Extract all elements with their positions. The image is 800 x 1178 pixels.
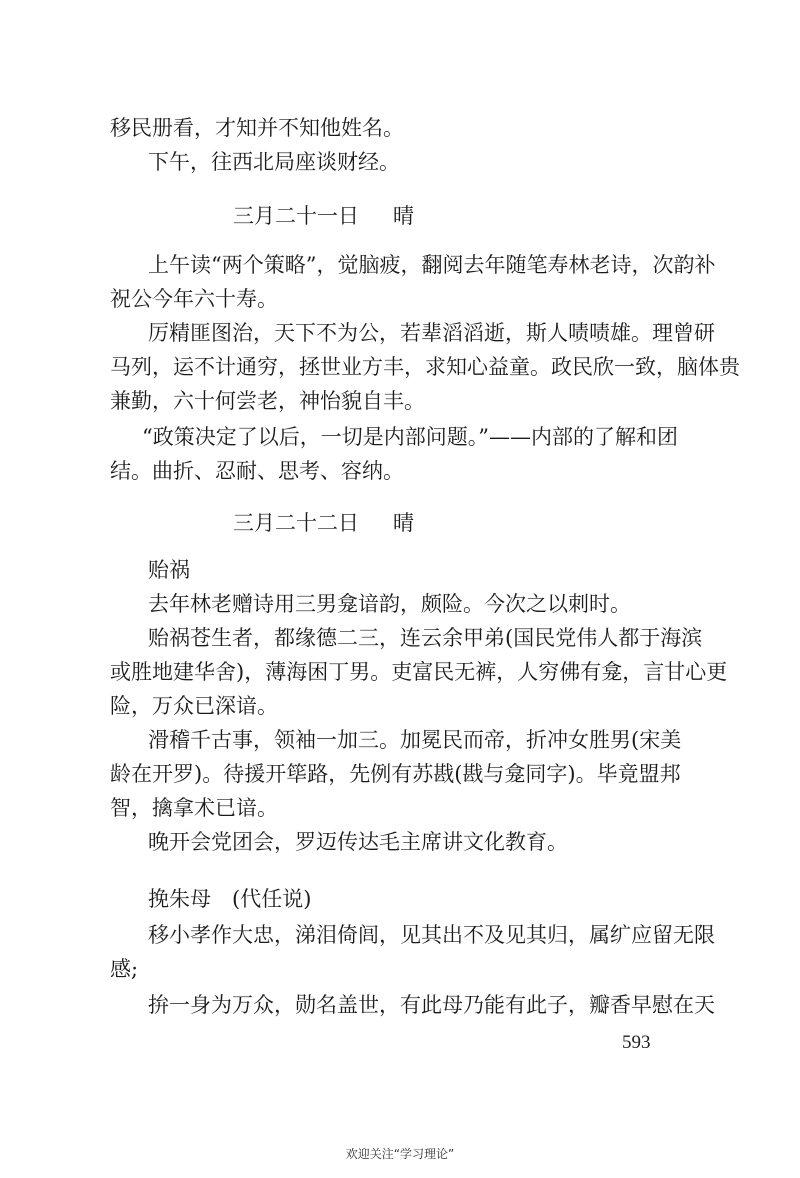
- text-line: 贻祸苍生者，都缘德二三，连云余甲弟(国民党伟人都于海滨: [148, 626, 703, 650]
- text-line: 上午读“两个策略”，觉脑疲，翻阅去年随笔寿林老诗，次韵补: [148, 253, 716, 277]
- elegy-title: 挽朱母 (代任说): [148, 887, 312, 911]
- text-line: 晚开会党团会，罗迈传达毛主席讲文化教育。: [148, 830, 568, 854]
- page-number: 593: [622, 1032, 651, 1053]
- heading-weather: 晴: [393, 204, 414, 228]
- text-line: 或胜地建华舍)，薄海困丁男。吏富民无裤，人穷佛有龛，言甘心更: [110, 660, 728, 684]
- text-line: 去年林老赠诗用三男龛谙韵，颇险。今次之以刺时。: [148, 592, 631, 616]
- footer-watermark: 欢迎关注“学习理论”: [345, 1147, 455, 1161]
- date-heading: [233, 201, 414, 231]
- text-line: 祝公今年六十寿。: [110, 287, 278, 311]
- text-line: 感;: [110, 957, 139, 981]
- heading-weather: 晴: [393, 511, 414, 535]
- text-line: 移小孝作大忠，涕泪倚闾，见其出不及见其归，属纩应留无限: [148, 923, 715, 947]
- text-line: 滑稽千古事，领袖一加三。加冕民而帝，折冲女胜男(宋美: [148, 728, 682, 752]
- heading-date: 三月二十一日: [233, 204, 359, 228]
- text-line: 险，万众已深谙。: [110, 694, 278, 718]
- text-line: “政策决定了以后，一切是内部问题。”——内部的了解和团: [142, 425, 678, 449]
- text-line: 智，擒拿术已谙。: [110, 796, 278, 820]
- text-line: 拚一身为万众，勋名盖世，有此母乃能有此子，瓣香早慰在天: [148, 993, 715, 1017]
- date-heading: [233, 508, 414, 538]
- heading-date: 三月二十二日: [233, 511, 359, 535]
- poem-title: 贻祸: [148, 558, 190, 582]
- text-line: 移民册看，才知并不知他姓名。: [110, 116, 404, 140]
- text-line: 下午，往西北局座谈财经。: [148, 150, 400, 174]
- text-line: 马列，运不计通穷，拯世业方丰，求知心益童。政民欣一致，脑体贵: [110, 355, 740, 379]
- text-line: 结。曲折、忍耐、思考、容纳。: [110, 459, 404, 483]
- text-line: 龄在开罗)。待援开筚路，先例有苏戡(戡与龛同字)。毕竟盟邦: [110, 762, 681, 786]
- text-line: 兼勤，六十何尝老，神怡貌自丰。: [110, 389, 425, 413]
- text-line: 厉精匪图治，天下不为公，若辈滔滔逝，斯人啧啧雄。理曾研: [148, 321, 715, 345]
